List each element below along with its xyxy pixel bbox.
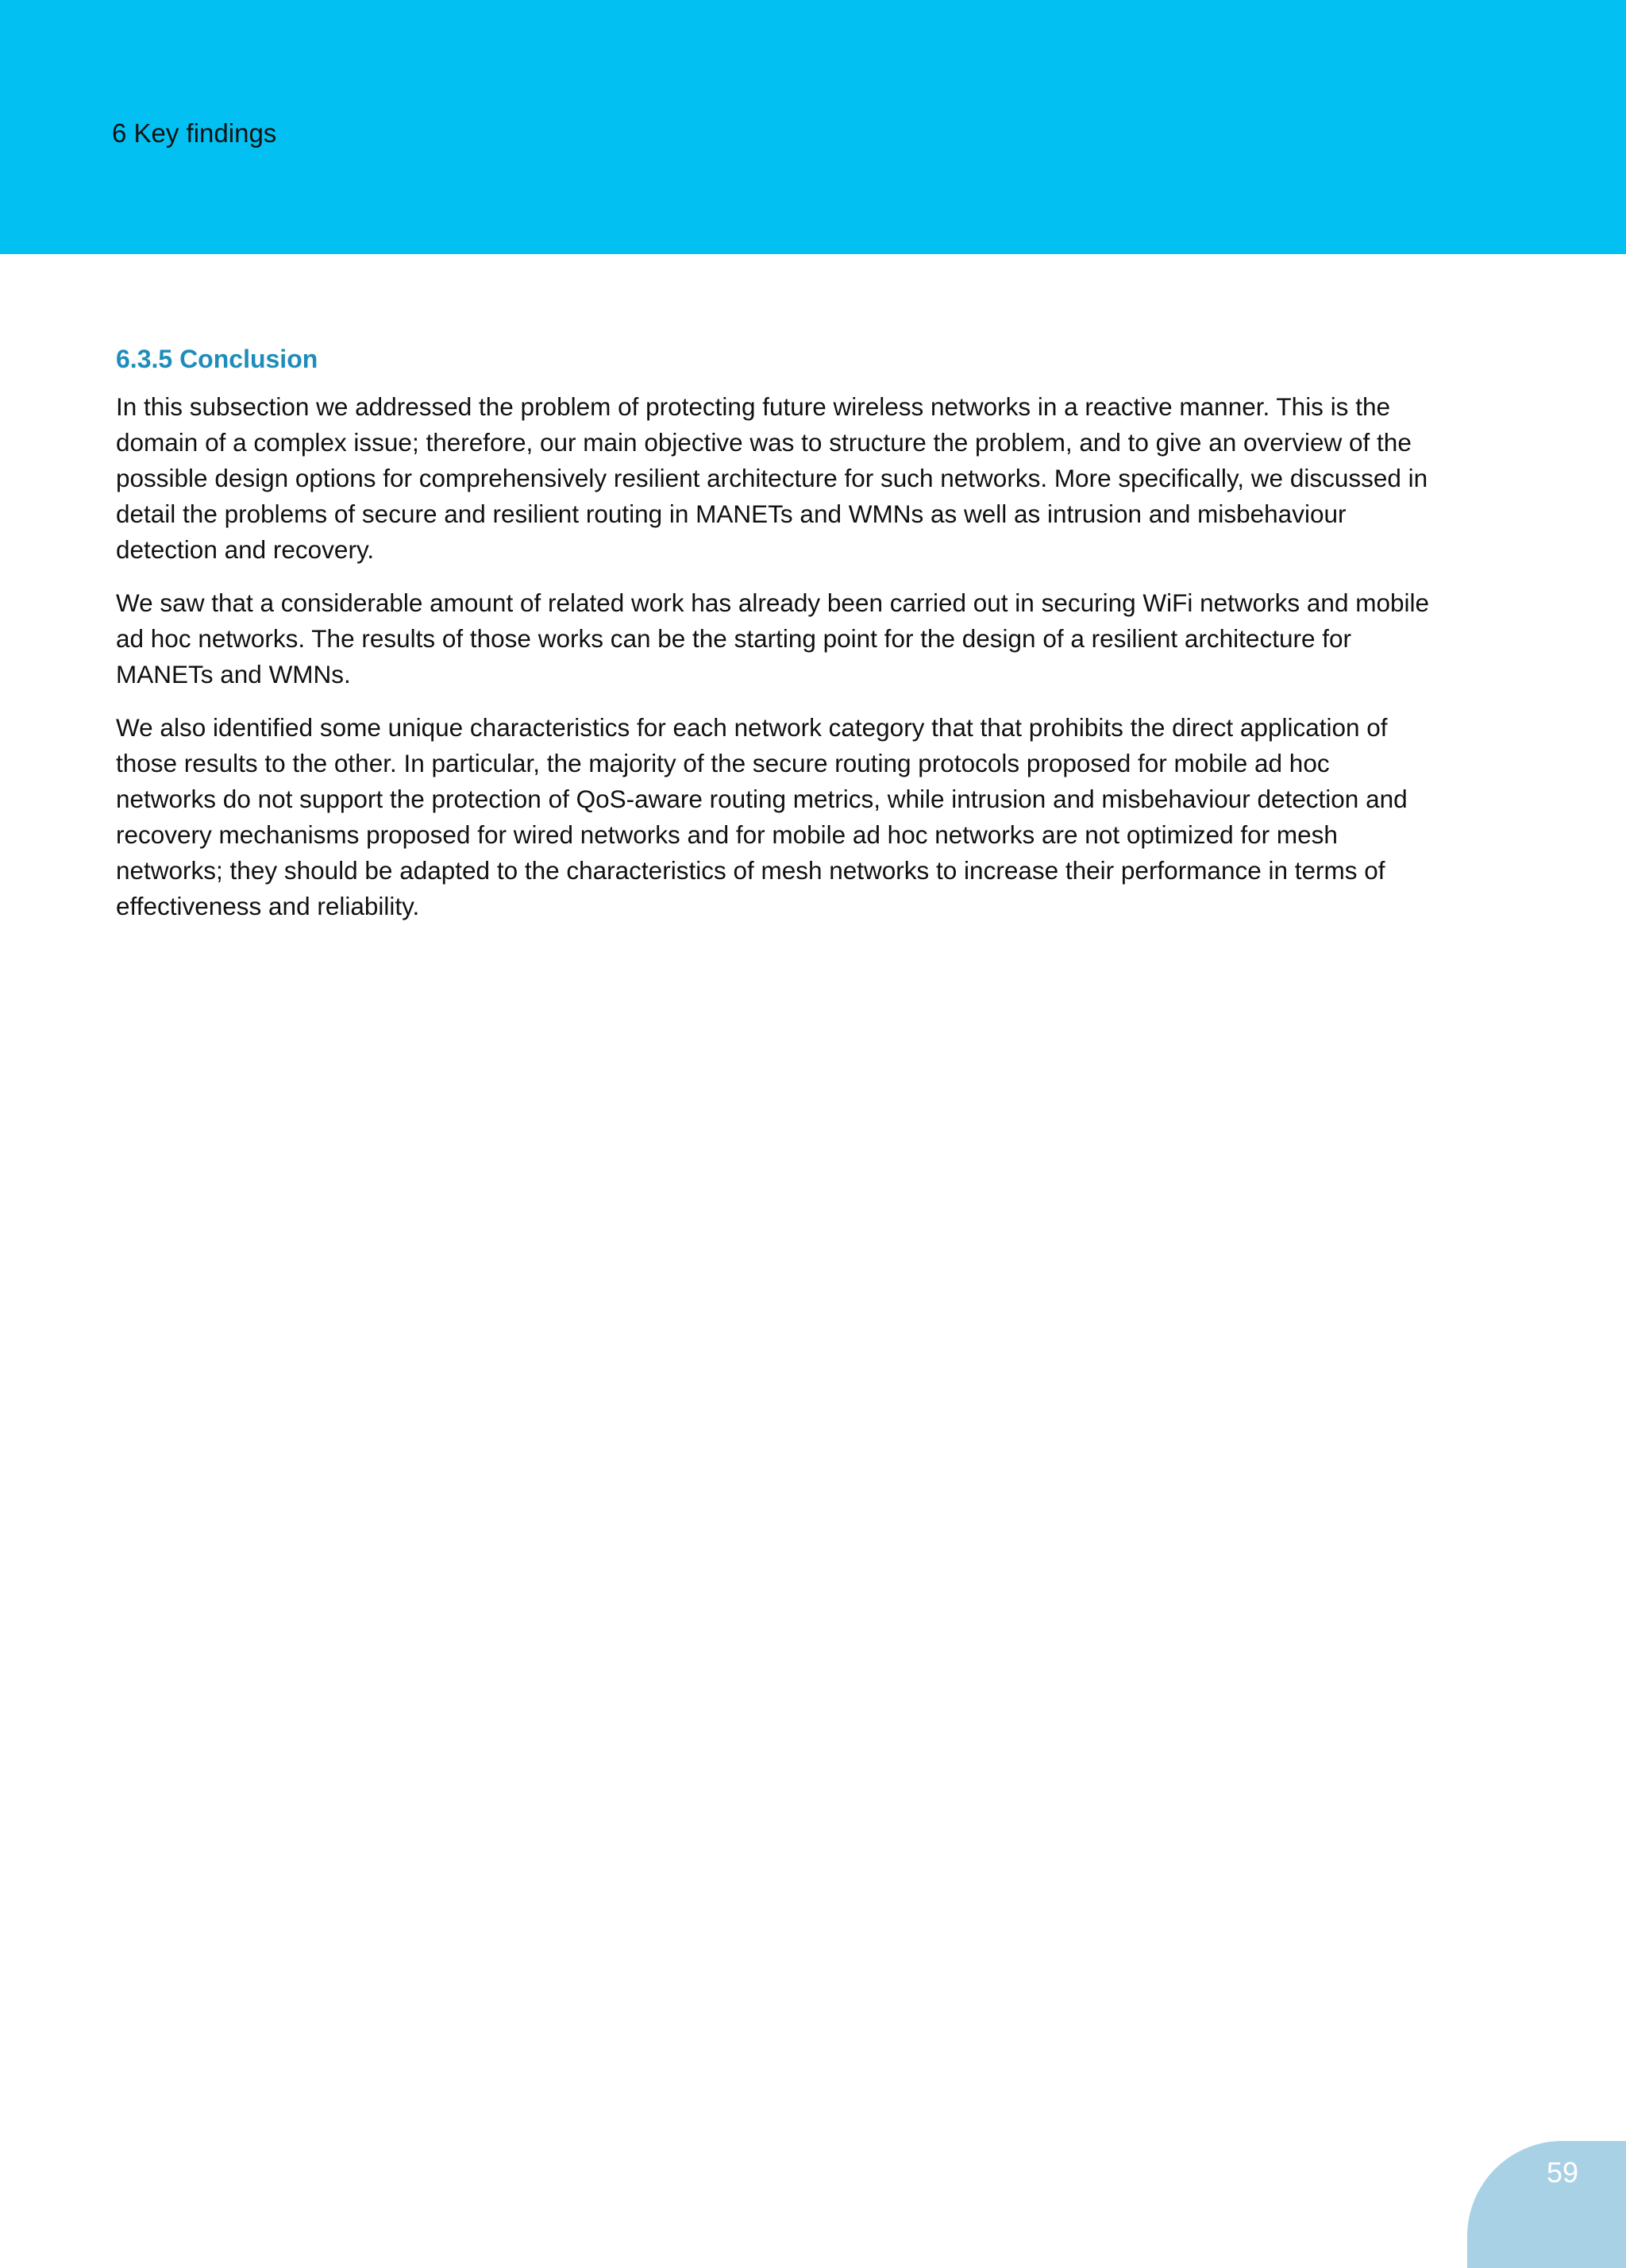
paragraph-1: In this subsection we addressed the problem of protecting future wireless networks in a reactive manner. This is the domain of a complex issue; therefore, our main objective was to structure the problem, and to give an overview of the possible design options for comprehensively resilient architecture for such networks. More specifically, we discussed in detail the problems of secure and resilient routing in MANETs and WMNs as well as intrusion and misbehaviour detection and recovery.: [116, 392, 1428, 564]
paragraph-3: We also identified some unique characteristics for each network category that that prohibits the direct application of those results to the other. In particular, the majority of the secure routing protocols proposed for mobile ad hoc networks do not support the protection of QoS-aware routing metrics, while intrusion and misbehaviour detection and recovery mechanisms proposed for wired networks and for mobile ad hoc networks are not optimized for mesh networks; they should be adapted to the characteristics of mesh networks to increase their performance in terms of effectiveness and reliability.: [116, 713, 1408, 920]
section-heading: 6.3.5 Conclusion: [116, 345, 318, 373]
chapter-title: 6 Key findings: [112, 118, 277, 148]
page-number: 59: [1547, 2156, 1579, 2189]
main-content: [116, 341, 1434, 942]
paragraph-2: We saw that a considerable amount of related work has already been carried out in securing WiFi networks and mobile ad hoc networks. The results of those works can be the starting point for the design of a resilient architecture for MANETs and WMNs.: [116, 588, 1430, 688]
